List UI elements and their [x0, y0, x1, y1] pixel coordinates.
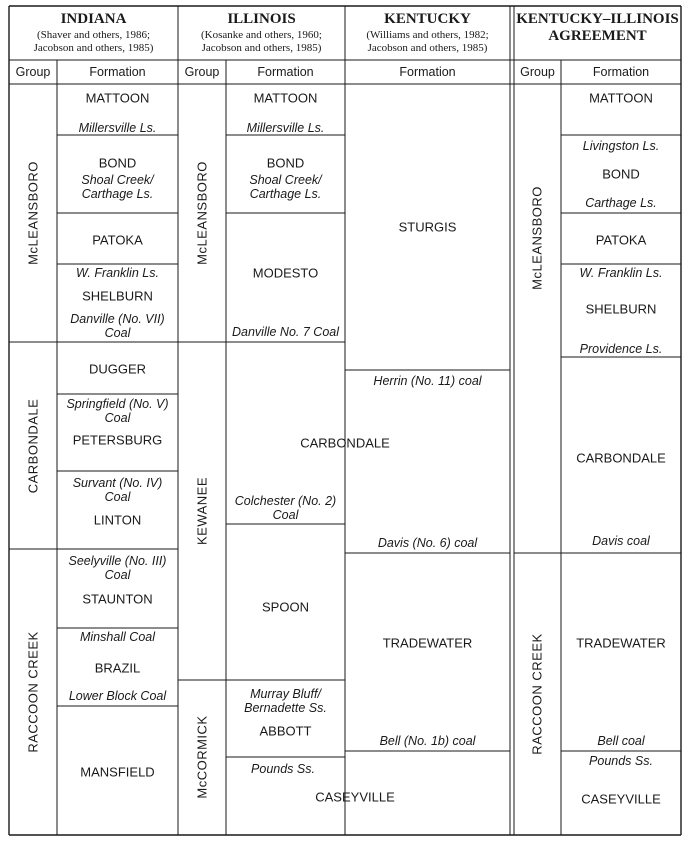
state-title: KENTUCKY–ILLINOIS: [516, 11, 679, 27]
illinois-bed-label: Colchester (No. 2): [234, 494, 337, 508]
state-reference: Jacobson and others, 1985): [33, 42, 154, 54]
indiana-bed-label: Coal: [104, 411, 131, 425]
kentucky-bed-label: Bell (No. 1b) coal: [379, 734, 476, 748]
state-title: ILLINOIS: [227, 11, 296, 27]
agreement-bed-label: Bell coal: [597, 734, 645, 748]
agreement-formation-label: SHELBURN: [585, 301, 657, 317]
illinois-formation-label: BOND: [266, 155, 305, 171]
agreement-bed-label: W. Franklin Ls.: [579, 266, 663, 280]
indiana-formation-label: DUGGER: [88, 361, 147, 377]
agreement-formation-label: TRADEWATER: [576, 635, 666, 651]
column-header-formation: Formation: [89, 65, 146, 79]
kentucky-formation-label: TRADEWATER: [382, 635, 473, 651]
illinois-group-label: KEWANEE: [194, 476, 210, 546]
indiana-formation-label: LINTON: [93, 512, 142, 528]
illinois-bed-label: Danville No. 7 Coal: [232, 325, 339, 339]
indiana-formation-label: STAUNTON: [82, 591, 153, 607]
agreement-bed-label: Carthage Ls.: [585, 196, 657, 210]
indiana-bed-label: Coal: [104, 568, 131, 582]
state-reference: Jacobson and others, 1985): [201, 42, 322, 54]
table-labels: [16, 11, 679, 807]
illinois-formation-label: MODESTO: [252, 265, 319, 281]
agreement-formation-label: PATOKA: [595, 232, 647, 248]
illinois-bed-label: Murray Bluff/: [250, 687, 321, 701]
indiana-formation-label: BOND: [98, 155, 137, 171]
indiana-group-label: CARBONDALE: [25, 398, 41, 494]
illinois-formation-label: CARBONDALE: [300, 435, 390, 451]
indiana-bed-label: Springfield (No. V): [66, 397, 169, 411]
state-title: KENTUCKY: [384, 11, 471, 27]
illinois-group-label: McCORMICK: [194, 715, 210, 799]
indiana-bed-label: Coal: [104, 490, 131, 504]
illinois-bed-label: Carthage Ls.: [249, 187, 322, 201]
illinois-formation-label: SPOON: [262, 599, 309, 615]
indiana-formation-label: BRAZIL: [94, 660, 141, 676]
column-header-group: Group: [520, 65, 555, 79]
agreement-bed-label: Providence Ls.: [579, 342, 663, 356]
illinois-bed-label: Coal: [272, 508, 299, 522]
column-header-group: Group: [184, 65, 220, 79]
illinois-bed-label: Shoal Creek/: [249, 173, 322, 187]
indiana-bed-label: Survant (No. IV): [72, 476, 163, 490]
indiana-formation-label: PETERSBURG: [72, 432, 163, 448]
indiana-bed-label: Danville (No. VII): [70, 312, 165, 326]
column-header-formation: Formation: [399, 65, 456, 79]
illinois-bed-label: Pounds Ss.: [251, 762, 315, 776]
indiana-bed-label: Shoal Creek/: [81, 173, 154, 187]
state-reference: (Shaver and others, 1986;: [36, 29, 151, 41]
indiana-group-label: RACCOON CREEK: [25, 631, 41, 753]
indiana-formation-label: SHELBURN: [82, 288, 153, 304]
indiana-formation-label: MANSFIELD: [80, 764, 155, 780]
kentucky-bed-label: Davis (No. 6) coal: [377, 536, 478, 550]
column-header-group: Group: [15, 65, 51, 79]
column-header-formation: Formation: [592, 65, 650, 79]
indiana-bed-label: Coal: [104, 326, 131, 340]
indiana-bed-label: W. Franklin Ls.: [76, 266, 159, 280]
state-title: AGREEMENT: [548, 28, 647, 44]
agreement-formation-label: CASEYVILLE: [581, 791, 661, 807]
kentucky-bed-label: Herrin (No. 11) coal: [373, 374, 482, 388]
indiana-bed-label: Carthage Ls.: [81, 187, 154, 201]
agreement-bed-label: Pounds Ss.: [589, 754, 653, 768]
agreement-formation-label: MATTOON: [589, 90, 653, 106]
column-header-formation: Formation: [257, 65, 314, 79]
agreement-group-label: McLEANSBORO: [529, 186, 545, 290]
indiana-bed-label: Minshall Coal: [79, 630, 156, 644]
illinois-formation-label: CASEYVILLE: [315, 789, 395, 805]
illinois-formation-label: MATTOON: [253, 90, 318, 106]
state-reference: (Kosanke and others, 1960;: [201, 29, 322, 41]
state-reference: (Williams and others, 1982;: [366, 29, 489, 41]
indiana-formation-label: MATTOON: [85, 90, 150, 106]
agreement-bed-label: Livingston Ls.: [582, 139, 660, 153]
state-reference: Jacobson and others, 1985): [367, 42, 488, 54]
kentucky-formation-label: STURGIS: [398, 219, 457, 235]
indiana-bed-label: Millersville Ls.: [78, 121, 157, 135]
agreement-bed-label: Davis coal: [592, 534, 650, 548]
agreement-formation-label: BOND: [602, 166, 640, 182]
state-title: INDIANA: [60, 11, 127, 27]
illinois-bed-label: Bernadette Ss.: [244, 701, 327, 715]
indiana-formation-label: PATOKA: [92, 232, 143, 248]
indiana-bed-label: Lower Block Coal: [68, 689, 167, 703]
illinois-bed-label: Millersville Ls.: [246, 121, 325, 135]
indiana-bed-label: Seelyville (No. III): [68, 554, 167, 568]
indiana-group-label: McLEANSBORO: [25, 161, 41, 265]
illinois-formation-label: ABBOTT: [259, 723, 312, 739]
agreement-group-label: RACCOON CREEK: [529, 633, 545, 755]
agreement-formation-label: CARBONDALE: [576, 450, 666, 466]
illinois-group-label: McLEANSBORO: [194, 161, 210, 265]
